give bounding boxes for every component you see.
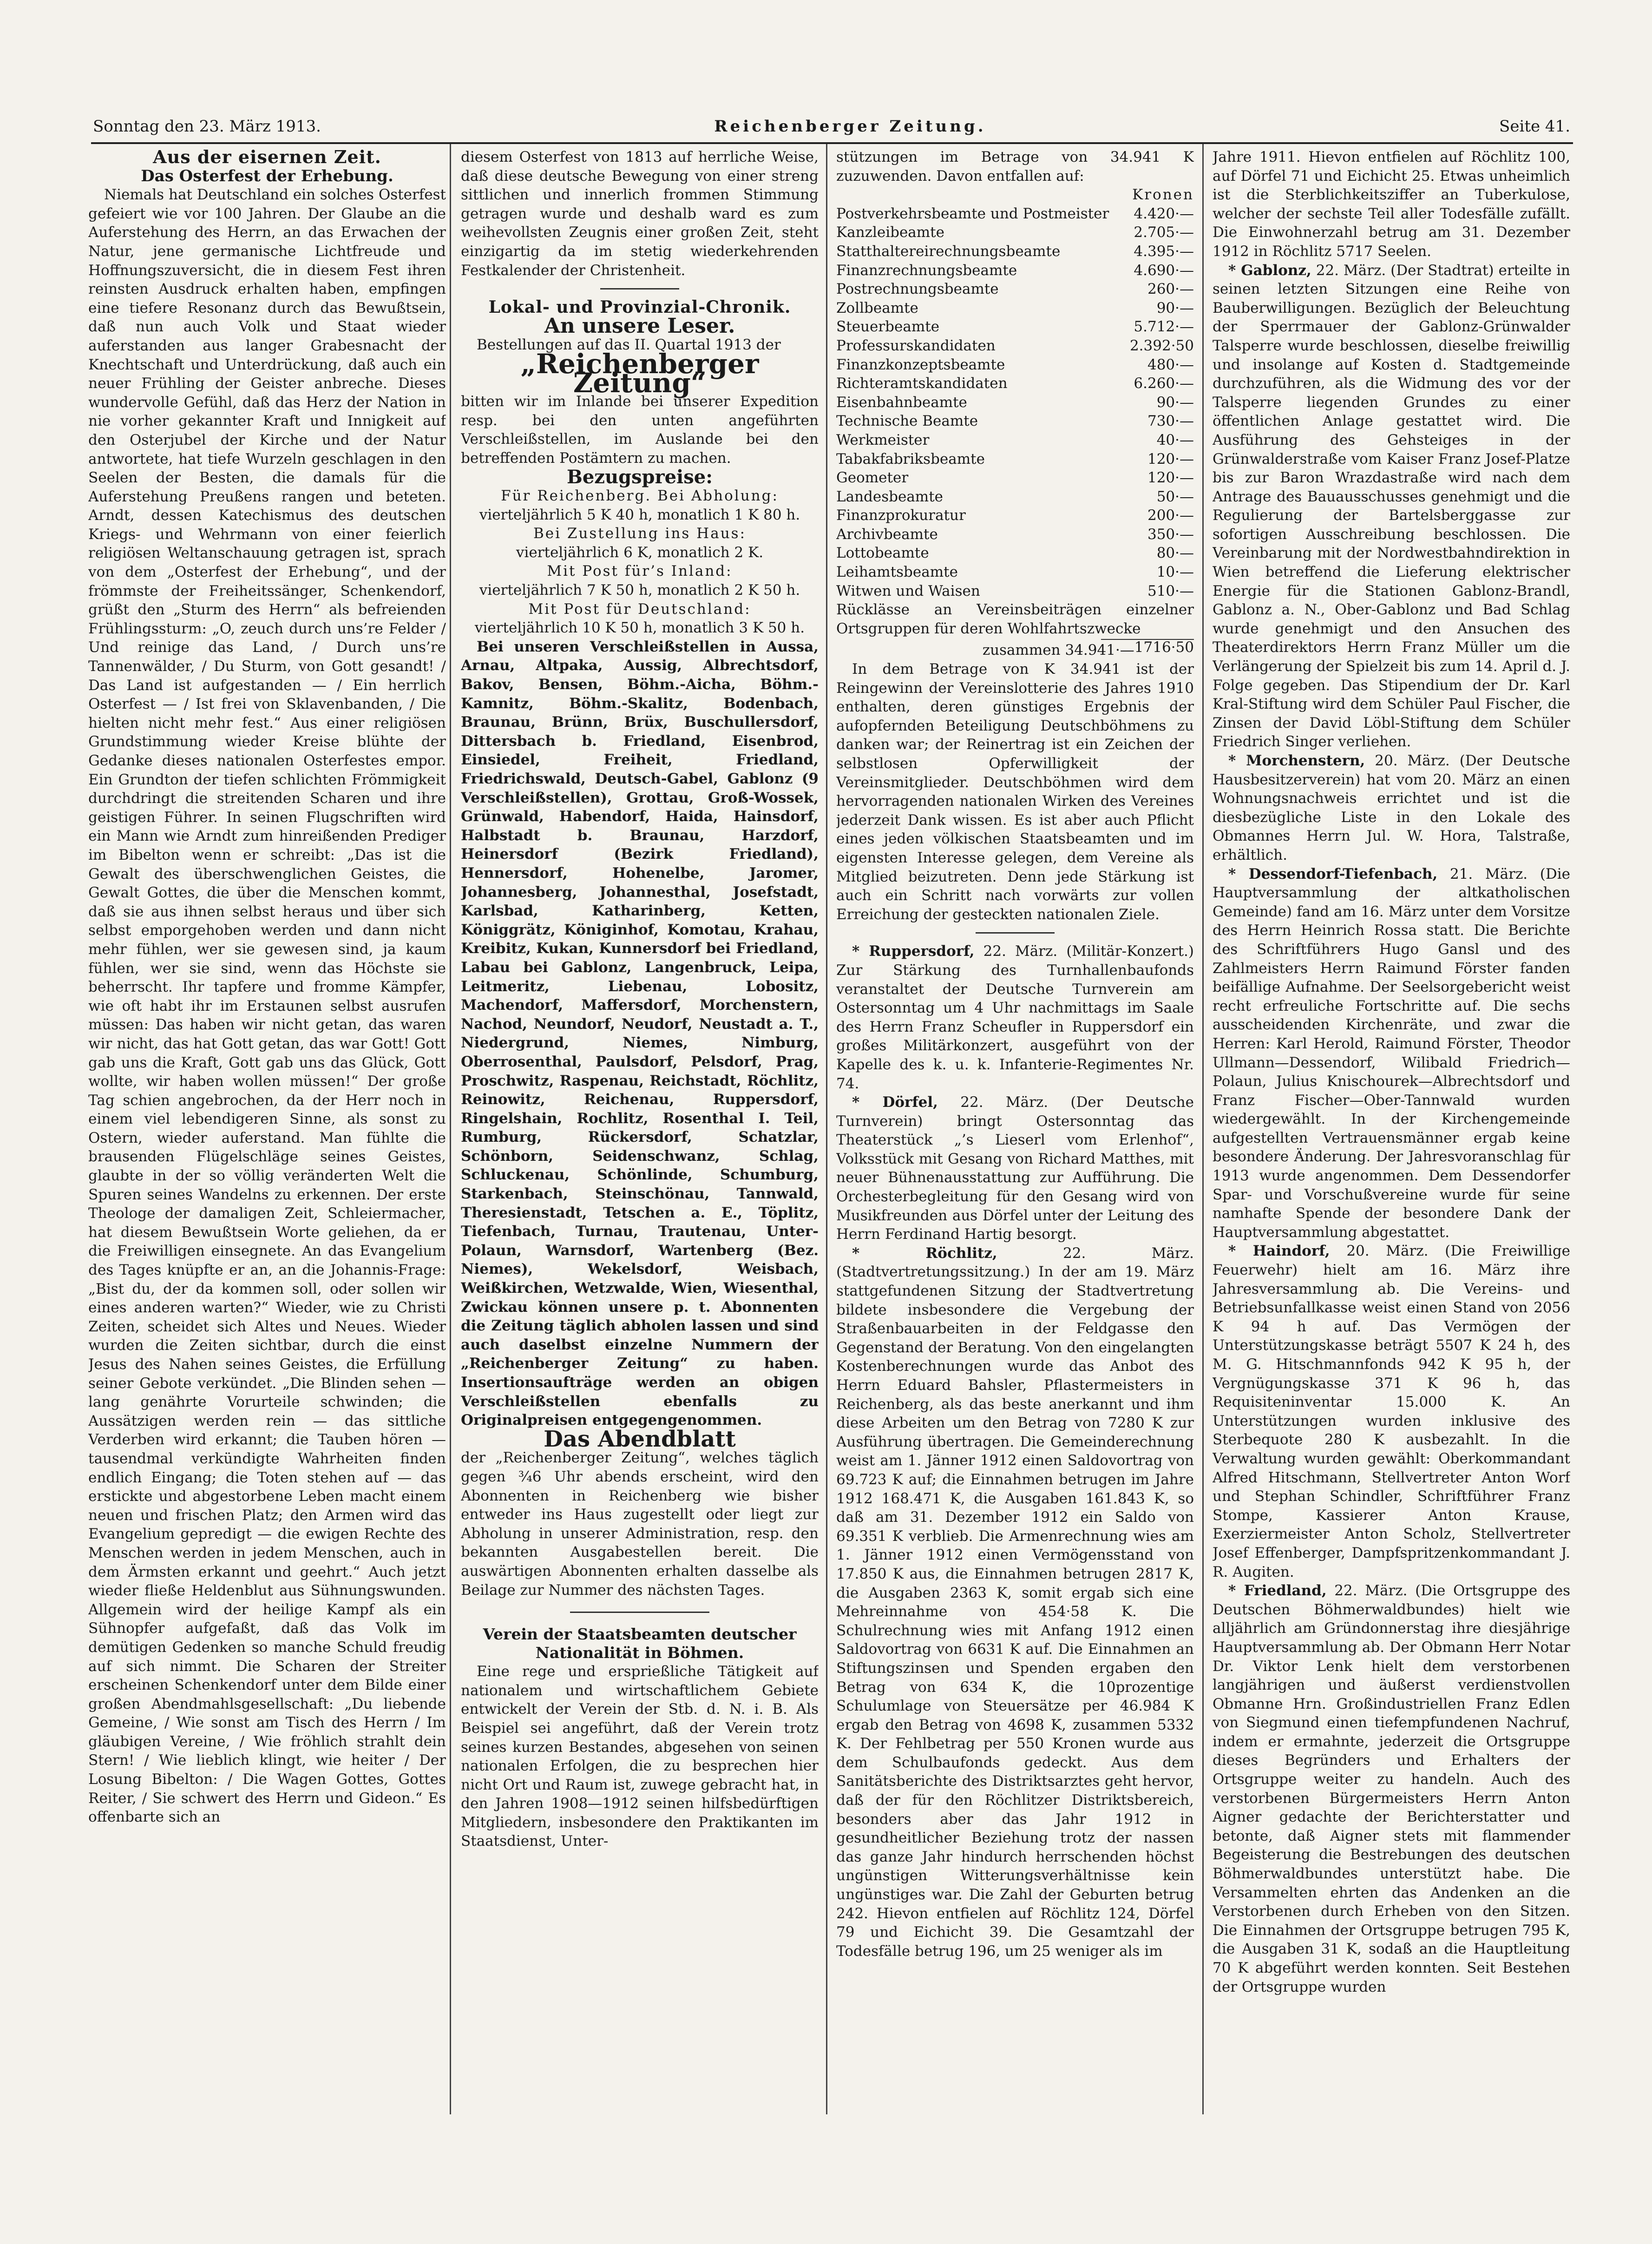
table-cell-amount: 2.705·— (1134, 224, 1194, 241)
local-news-item (1213, 751, 1570, 865)
table-row (836, 393, 1194, 412)
table-cell-name: Postverkehrsbeamte und Postmeister (836, 205, 1109, 222)
table-row (836, 450, 1194, 469)
table-cell-amount: 4.420·— (1134, 205, 1194, 222)
table-cell-name: Zollbeamte (836, 299, 918, 316)
table-row (836, 317, 1194, 336)
table-cell-name: Finanzkonzeptsbeamte (836, 356, 1005, 373)
local-news-item (836, 1244, 1194, 1961)
table-cell-amount: 1716·50 (1134, 639, 1194, 656)
article-continuation: Jahre 1911. Hievon entfielen auf Röchlitz 100, auf Dörfel 71 und Eichicht 25. Etwas unheimlich ist die Sterblichkeitsziffer an Tuberkulose, welcher der sechste Teil aller Todesfälle zufällt. Die Einwohnerzahl betrug am 31. Dezember 1912 in Röchlitz 5717 Seelen. (1213, 149, 1570, 260)
column-rule (1202, 144, 1204, 2114)
table-cell-amount: 80·— (1156, 545, 1194, 562)
table-row (836, 563, 1194, 582)
price-line: vierteljährlich 5 K 40 h, monatlich 1 K 80 h. (479, 506, 800, 523)
place-name: * Dessendorf-Tiefenbach, (1228, 865, 1438, 882)
table-cell-amount: 10·— (1156, 564, 1194, 581)
table-row (836, 582, 1194, 601)
table-cell-name: Eisenbahnbeamte (836, 394, 967, 411)
section-divider (570, 1612, 709, 1613)
table-cell-name: Richteramtskandidaten (836, 375, 1008, 392)
local-news-item (1213, 865, 1570, 1242)
table-cell-name: Lottobeamte (836, 545, 929, 562)
news-text: 20. März. (Der Deutsche Hausbesitzerverein) hat vom 20. März an einen Wohnungsnachweis errichtet und ist die diesbezügliche Liste in den Lokale des Obmannes Herrn Jul. W. Hora, Talstraße, erhältlich. (1213, 752, 1570, 863)
table-cell-amount: 350·— (1147, 526, 1194, 543)
table-cell-name: Tabakfabriksbeamte (836, 450, 985, 467)
section-heading: Aus der eisernen Zeit. (153, 148, 381, 167)
table-cell-amount: 2.392·50 (1129, 337, 1194, 354)
local-news-item (1213, 1581, 1570, 1996)
place-name: * Ruppersdorf, (852, 943, 975, 960)
table-cell-amount: 480·— (1147, 356, 1194, 373)
table-row (836, 261, 1194, 280)
table-cell-name: Postrechnungsbeamte (836, 281, 999, 298)
price-line: vierteljährlich 10 K 50 h, monatlich 3 K 50 h. (474, 619, 805, 637)
issue-date: Sonntag den 23. März 1913. (93, 117, 321, 136)
section-heading: Lokal- und Provinzial-Chronik. (488, 297, 791, 317)
table-row (836, 544, 1194, 563)
section-divider (976, 932, 1055, 934)
column-3 (836, 148, 1194, 2113)
place-name: * Haindorf, (1228, 1243, 1330, 1260)
table-cell-name: Archivbeamte (836, 526, 938, 543)
table-cell-amount: 40·— (1156, 431, 1194, 448)
column-4 (1213, 148, 1570, 2113)
prices-heading: Bezugspreise: (567, 466, 713, 488)
table-row (836, 412, 1194, 431)
table-cell-name: Finanzrechnungsbeamte (836, 262, 1017, 279)
table-cell-name: Leihamtsbeamte (836, 564, 958, 581)
table-cell-name: Witwen und Waisen (836, 582, 980, 599)
table-row (836, 242, 1194, 261)
table-cell-amount: 90·— (1156, 299, 1194, 316)
evening-edition-heading: Das Abendblatt (544, 1426, 736, 1452)
table-cell-amount: 120·— (1147, 450, 1194, 467)
table-row (836, 204, 1194, 224)
table-row (836, 525, 1194, 544)
header-rule (91, 142, 1573, 144)
table-row (836, 280, 1194, 299)
article-paragraph: Niemals hat Deutschland ein solches Osterfest gefeiert wie vor 100 Jahren. Der Glaube an die Auferstehung des Herrn, an das Erwachen der Natur, jene germanische Lichtfreude und Hoffnungszuversicht, die in diesem Fest ihren reinsten Ausdruck erhalten haben, empfingen eine tiefere Resonanz durch das Bewußtsein, daß nun auch Volk und Staat wieder auferstanden aus langer Grabesnacht der Knechtschaft und Unterdrückung, daß auch ein neuer Frühling der Geister anbreche. Dieses wundervolle Gefühl, daß das Herz der Nation in nie vorher gekannter Kraft und Innigkeit auf den Osterjubel der Kirche und der Natur antwortete, hat tiefe Wurzeln geschlagen in den Seelen der Besten, die damals für die Auferstehung Preußens rangen und beteten. Arndt, dessen Katechismus des deutschen Kriegs- und Wehrmann von einer feierlich religiösen Weltanschauung getragen ist, sprach von dem „Osterfest der Erhebung“, und der frömmste der Freiheitssänger, Schenkendorf, grüßt den „Sturm des Herrn“ als befreienden Frühlingssturm: „O, zeuch durch uns’re Felder / Und reinige das Land, / Durch uns’re Tannenwälder, / Du Sturm, von Gott gesandt! / Das Land ist aufgestanden — / Ein herrlich Osterfest — / Ist frei von Sklavenbanden, / Die hielten nicht mehr fest.“ Aus einer religiösen Grundstimmung wieder Kreise blühte der Gedanke dieses nationalen Osterfestes empor. Ein Grundton der tiefen schlichten Frömmigkeit durchdringt die streitenden Scharen und ihre geistigen Führer. In seinen Flugschriften wird ein Mann wie Arndt zum hinreißenden Prediger im Bibelton wenn er schreibt: „Das ist die Gewalt des überschwenglichen Geistes, die Gewalt Gottes, die über die Menschen kommt, daß sie aus ihnen selbst heraus und über sich selbst emporgehoben werden und dann nicht mehr fühlen, wer sie gewesen sind, ja kaum fühlen, wer sie sind, wenn das Höchste sie beherrscht. Ihr tapfere und fromme Kämpfer, wie oft habt ihr im Erstaunen selbst ausrufen müssen: Das haben wir nicht getan, das waren wir nicht, das hat Gott getan, das war Gott! Gott gab uns die Kraft, Gott gab uns das Glück, Gott wollte, wir haben wollen müssen!“ Der große Tag schien angebrochen, da der Herr noch in einem viel lebendigeren Sinne, als sonst zu Ostern, wieder auferstand. Man fühlte die brausenden Flügelschläge seines Geistes, glaubte in der so völlig veränderten Welt die Spuren seines Wandelns zu erkennen. Der erste Theologe der damaligen Zeit, Schleiermacher, hat diesem Bewußtsein Worte geliehen, da er die Freiwilligen einsegnete. An das Evangelium des Tages knüpfte er an, an die Johannis-Frage: „Bist du, der da kommen soll, oder sollen wir eines anderen warten?“ Wieder, wie zu Christi Zeiten, scheidet sich Altes und Neues. Wieder wurden die Zeiten sichtbar, durch die einst Jesus des Nahen seines Geistes, die Erfüllung seiner Gebote verkündet. „Die Blinden sehen — lang genährte Vorurteile schwinden; die Aussätzigen werden rein — das sittliche Verderben wird erkannt; die Tauben hören — tausendmal verkündigte Wahrheiten finden endlich Eingang; die Toten stehen auf — das erstickte und abgestorbene Leben macht einem neuen und frischen Platz; den Armen wird das Evangelium gepredigt — die ewigen Rechte des Menschen werden in jedem Menschen, auch in dem Ärmsten erkannt und geehrt.“ Auch jetzt wieder fließe Heldenblut aus Sühnungswunden. Allgemein wird der heilige Kampf als ein Sühnopfer aufgefaßt, daß das Volk im demütigen Gedenken so manche Schuld freudig auf sich nimmt. Die Scharen der Streiter erscheinen Schenkendorf unter dem Bilde einer großen Abendmahlsgesellschaft: „Du liebende Gemeine, / Wie sonst am Tisch des Herrn / Im gläubigen Vereine, / Wie fröhlich strahlt dein Stern! / Wie lieblich klingt, wie heiter / Der Losung Bibelton: / Die Wagen Gottes, Gottes Reiter, / Sie schwert des Herrn und Gideon.“ Es offenbarte sich an (88, 186, 446, 1826)
table-row (836, 487, 1194, 507)
section-divider (600, 288, 679, 290)
table-row (836, 336, 1194, 355)
place-name: * Röchlitz, (852, 1244, 997, 1262)
local-news-item (1213, 1242, 1570, 1581)
support-table (836, 204, 1194, 600)
price-line: Für Reichenberg. Bei Abholung: (501, 487, 779, 505)
table-cell-name: Landesbeamte (836, 488, 944, 505)
table-cell-amount: 6.260·— (1134, 375, 1194, 392)
article-heading: Verein der Staatsbeamten deutscher Nationalität in Böhmen. (483, 1625, 797, 1662)
article-continuation: diesem Osterfest von 1813 auf herrliche Weise, daß diese deutsche Bewegung von einer streng sittlichen und innerlich frommen Stimmung getragen wurde und deshalb ward es zum weihevollsten Zeugnis einer großen Zeit, steht einzigartig da im stetig wiederkehrenden Festkalender der Christenheit. (461, 149, 819, 279)
table-cell-amount: 4.395·— (1134, 243, 1194, 260)
local-news-item (836, 1093, 1194, 1244)
column-rule (826, 144, 827, 2114)
table-cell-name: Rücklässe an Vereinsbeiträgen einzelner Ortsgruppen für deren Wohlfahrtszwecke (836, 601, 1194, 637)
news-text: 21. März. (Die Hauptversammlung der altkatholischen Gemeinde) fand am 16. März unter dem Vorsitze des Herrn Heinrich Rossa statt. Die Berichte des Schriftführers Hugo Gansl und des Zahlmeisters Herrn Raimund Förster fanden beifällige Aufnahme. Der Seelsorgebericht weist recht erfreuliche Fortschritte auf. Die sechs ausscheidenden Kirchenräte, und zwar die Herren: Karl Herold, Raimund Förster, Theodor Ullmann—Dessendorf, Wilibald Friedrich—Polaun, Julius Knischourek—Albrechtsdorf und Franz Fischer—Ober-Tannwald wurden wiedergewählt. In der Kirchengemeinde aufgestellten Vertrauensmänner ergab keine besondere Änderung. Der Jahresvoranschlag für 1913 wurde angenommen. Dem Dessendorfer Spar- und Vorschußvereine wurde für seine namhafte Spende der besondere Dank der Hauptversammlung abgestattet. (1213, 865, 1570, 1241)
column-1 (88, 148, 446, 2113)
table-total: zusammen 34.941·— (982, 642, 1134, 659)
table-cell-name: Technische Beamte (836, 413, 978, 430)
news-text: 22. März. (Der Deutsche Turnverein) bringt Ostersonntag das Theaterstück „’s Lieserl vom Erlenhof“, Volksstück mit Gesang von Richard Matthes, mit neuer Bühnenausstattung zur Aufführung. Die Orchesterbegleitung für den Gesang wird von Musikfreunden aus Dörfel unter der Leitung des Herrn Ferdinand Hartig besorgt. (836, 1094, 1194, 1243)
news-text: 20. März. (Die Freiwillige Feuerwehr) hielt am 16. März ihre Jahresversammlung ab. Die Vereins- und Betriebsunfallkasse weist einen Stand von 2056 K 94 h auf. Das Vermögen der Unterstützungskasse beträgt 5507 K 24 h, des M. G. Hitschmannfonds 942 K 95 h, der Vergnügungskasse 371 K 96 h, das Requisiteninventar 15.000 K. An Unterstützungen wurden inklusive des Sterbequote 280 K ausbezahlt. In die Verwaltung wurden gewählt: Oberkommandant Alfred Hitschmann, Stellvertreter Anton Worf und Stephan Schindler, Schriftführer Franz Stompe, Kassierer Anton Krause, Exerziermeister Anton Scholz, Stellvertreter Josef Effenberger, Dampfspritzenkommandant J. R. Augiten. (1213, 1243, 1570, 1580)
table-cell-amount: 90·— (1156, 394, 1194, 411)
table-cell-amount: 200·— (1147, 507, 1194, 524)
page-number: Seite 41. (1499, 117, 1570, 136)
table-cell-name: Statthaltereirechnungsbeamte (836, 243, 1061, 260)
column-2 (461, 148, 819, 2113)
table-cell-amount: 120·— (1147, 469, 1194, 487)
table-row (836, 374, 1194, 393)
table-cell-name: Werkmeister (836, 431, 930, 448)
article-continuation: stützungen im Betrage von 34.941 K zuzuwenden. Davon entfallen auf: (836, 149, 1194, 184)
price-line: Mit Post für Deutschland: (528, 600, 751, 618)
table-cell-name: Professurskandidaten (836, 337, 996, 354)
article-paragraph: In dem Betrage von K 34.941 ist der Reingewinn der Vereinslotterie des Jahres 1910 enthalten, deren günstiges Ergebnis der aufopfernden Beteiligung Deutschböhmens zu danken war; der Reinertrag ist ein Zeichen der selbstlosen Opferwilligkeit der Vereinsmitglieder. Deutschböhmen wird dem hervorragenden nationalen Wirken des Vereines jederzeit Dank wissen. Es ist aber auch Pflicht eines jeden völkischen Staatsbeamten und im eigensten Interesse gelegen, dem Vereine als Mitglied beizutreten. Denn jede Stärkung ist auch ein Schritt nach vorwärts zur vollen Erreichung der gesteckten nationalen Ziele. (836, 661, 1194, 923)
table-cell-amount: 4.690·— (1134, 262, 1194, 279)
newspaper-name: „Reichenberger Zeitung“ (520, 348, 759, 399)
column-rule (450, 144, 451, 2114)
place-name: * Dörfel, (852, 1094, 938, 1111)
table-cell-name: Kanzleibeamte (836, 224, 944, 241)
table-row (836, 506, 1194, 525)
news-text: 22. März. (Militär-Konzert.) Zur Stärkung des Turnhallenbaufonds veranstaltet der Deutsche Turnverein am Ostersonntag um 4 Uhr nachmittags im Saale des Herrn Franz Scheufler in Ruppersdorf ein großes Militärkonzert, ausgeführt von der Kapelle des k. u. k. Infanterie-Regimentes Nr. 74. (836, 943, 1194, 1092)
local-news-item (1213, 261, 1570, 751)
sales-points-text: Bei unseren Verschleißstellen in Aussa, Arnau, Altpaka, Aussig, Albrechtsdorf, Bakov, Bensen, Böhm.-Aicha, Böhm.-Kamnitz, Böhm.-Skalitz, Bodenbach, Braunau, Brünn, Brüx, Buschullersdorf, Dittersbach b. Friedland, Eisenbrod, Einsiedel, Freiheit, Friedland, Friedrichswald, Deutsch-Gabel, Gablonz (9 Verschleißstellen), Grottau, Groß-Wossek, Grünwald, Habendorf, Haida, Hainsdorf, Halbstadt b. Braunau, Harzdorf, Heinersdorf (Bezirk Friedland), Hennersdorf, Hohenelbe, Jaromer, Johannesberg, Johannesthal, Josefstadt, Karlsbad, Katharinberg, Ketten, Königgrätz, Königinhof, Komotau, Krahau, Kreibitz, Kukan, Kunnersdorf bei Friedland, Labau bei Gablonz, Langenbruck, Leipa, Leitmeritz, Liebenau, Lobositz, Machendorf, Maffersdorf, Morchenstern, Nachod, Neundorf, Neudorf, Neustadt a. T., Niedergrund, Niemes, Nimburg, Oberrosenthal, Paulsdorf, Pelsdorf, Prag, Proschwitz, Raspenau, Reichstadt, Röchlitz, Reinowitz, Reichenau, Ruppersdorf, Ringelshain, Rochlitz, Rosenthal I. Teil, Rumburg, Rückersdorf, Schatzlar, Schönborn, Seidenschwanz, Schlag, Schluckenau, Schönlinde, Schumburg, Starkenbach, Steinschönau, Tannwald, Theresienstadt, Tetschen a. E., Töplitz, Tiefenbach, Turnau, Trautenau, Unter-Polaun, Warnsdorf, Wartenberg (Bez. Niemes), Wekelsdorf, Weisbach, Weißkirchen, Wetzwalde, Wien, Wiesenthal, Zwickau können unsere p. t. Abonnenten die Zeitung täglich abholen lassen und sind auch daselbst einzelne Nummern der „Reichenberger Zeitung“ zu haben. Insertionsaufträge werden an obigen Verschleißstellen ebenfalls zu Originalpreisen entgegengenommen. (461, 638, 819, 1429)
table-column-header: Kronen (1132, 186, 1194, 204)
running-head (93, 117, 1570, 145)
table-cell-amount: 730·— (1147, 413, 1194, 430)
evening-edition-text: der „Reichenberger Zeitung“, welches täglich gegen ¾6 Uhr abends erscheint, wird den Abonnenten in Reichenberg wie bisher entweder ins Haus zugestellt oder liegt zur Abholung in unserer Administration, resp. den bekannten Ausgabestellen bereit. Die auswärtigen Abonnenten erhalten dasselbe als Beilage zur Nummer des nächsten Tages. (461, 1449, 819, 1599)
news-text: 22. März. (Die Ortsgruppe des Deutschen Böhmerwaldbundes) hielt wie alljährlich am Gründonnerstag ihre diesjährige Hauptversammlung ab. Der Obmann Herr Notar Dr. Viktor Lenk hielt dem verstorbenen langjährigen und äußerst verdienstvollen Obmanne Hrn. Großindustriellen Franz Edlen von Siegmund einen tiefempfundenen Nachruf, indem er ermahnte, jederzeit die Ortsgruppe dieses Begründers und Erhalters der Ortsgruppe weiter zu handeln. Auch des verstorbenen Bürgermeisters Herrn Anton Aigner gedachte der Berichterstatter und betonte, daß Aigner stets mit flammender Begeisterung die Bestrebungen des deutschen Böhmerwaldbundes unterstützt habe. Die Versammelten ehrten das Andenken an die Verstorbenen durch Erheben von den Sitzen. Die Einnahmen der Ortsgruppe betrugen 795 K, die Ausgaben 31 K, sodaß an die Hauptleitung 70 K abgeführt werden konnten. Seit Bestehen der Ortsgruppe wurden (1213, 1582, 1570, 1995)
price-line: Mit Post für’s Inland: (547, 563, 733, 580)
table-row (836, 299, 1194, 318)
table-cell-name: Steuerbeamte (836, 318, 940, 336)
price-line: Bei Zustellung ins Haus: (533, 525, 747, 542)
place-name: * Friedland, (1228, 1582, 1327, 1599)
news-text: 22. März. (Stadtvertretungssitzung.) In der am 19. März stattgefundenen Sitzung der Stadtvertretung bildete insbesondere die Vergebung der Straßenbauarbeiten in der Feldgasse den Gegenstand der Beratung. Von den eingelangten Kostenberechnungen wurde das Anbot des Herrn Eduard Bahsler, Pflastermeisters in Reichenberg, als das beste anerkannt und ihm diese Arbeiten um den Betrag von 7280 K zur Ausführung übertragen. Die Gemeinderechnung weist am 1. Jänner 1912 einen Saldovortrag von 69.723 K auf; die Einnahmen betrugen im Jahre 1912 168.471 K, die Ausgaben 161.843 K, so daß am 31. Dezember 1912 ein Saldo von 69.351 K verblieb. Die Armenrechnung wies am 1. Jänner 1912 einen Vermögensstand von 17.850 K aus, die Einnahmen betrugen 2817 K, die Ausgaben 2363 K, somit ergab sich eine Mehreinnahme von 454·58 K. Die Schulrechnung wies mit Anfang 1912 einen Saldovortrag von 6631 K auf. Die Einnahmen an Stiftungszinsen und Spenden ergaben den Betrag von 634 K, die 10prozentige Schulumlage von Steuersätze per 46.984 K ergab den Betrag von 4698 K, zusammen 5332 K. Der Fehlbetrag per 550 Kronen wurde aus dem Schulbaufonds gedeckt. Aus dem Sanitätsberichte des Distriktsarztes geht hervor, daß der für den Röchlitzer Distriktsbereich, besonders aber das Jahr 1912 in gesundheitlicher Beziehung trotz der nassen das ganze Jahr hindurch herrschenden höchst ungünstigen Witterungsverhältnisse kein ungünstiges war. Die Zahl der Geburten betrug 242. Hievon entfielen auf Röchlitz 124, Dörfel 79 und Eichicht 39. Die Gesamtzahl der Todesfälle betrug 196, um 25 weniger als im (836, 1244, 1194, 1960)
notice-heading: An unsere Leser. (544, 314, 735, 338)
table-row (836, 223, 1194, 242)
article-paragraph: Eine rege und ersprießliche Tätigkeit auf nationalem und wirtschaftlichem Gebiete entwickelt der Verein der Stb. d. N. i. B. Als Beispiel sei angeführt, daß der Verein trotz seines kurzen Bestandes, abgesehen von seinen nationalen Erfolgen, die zu besprechen hier nicht Ort und Raum ist, zuwege gebracht hat, in den Jahren 1908—1912 seinen hilfsbedürftigen Mitgliedern, insbesondere den Praktikanten im Staatsdienst, Unter- (461, 1663, 819, 1850)
masthead-title: Reichenberger Zeitung. (714, 117, 986, 136)
notice-text: bitten wir im Inlande bei unserer Expedition resp. bei den unten angeführten Verschleißstellen, im Auslande bei den betreffenden Postämtern zu machen. (461, 393, 819, 467)
table-row (836, 431, 1194, 450)
table-cell-name: Geometer (836, 469, 909, 487)
news-text: 22. März. (Der Stadtrat) erteilte in seinen letzten Sitzungen eine Reihe von Bauberwilligungen. Bezüglich der Beleuchtung der Sperrmauer der Gablonz-Grünwalder Talsperre wurde beschlossen, dieselbe freiwillig und insolange auf Kosten d. Stadtgemeinde durchzuführen, als die Widmung des vor der Talsperre liegenden Grundes zu einer öffentlichen Anlage gestattet wird. Die Ausführung des Gehsteiges in der Grünwalderstraße vom Kaiser Franz Josef-Platze bis zur Baron Wrazdastraße wird nach dem Antrage des Bauausschusses genehmigt und die Regulierung der Bartelsberggasse zur sofortigen Ausschreibung beschlossen. Die Vereinbarung mit der Nordwestbahndirektion in Wien betreffend die Lieferung elektrischer Energie für die Stationen Gablonz-Brandl, Gablonz a. N., Ober-Gablonz und Bad Schlag wurde genehmigt und den Ansuchen des Theaterdirektors Herrn Franz Müller um die Verlängerung der Spielzeit bis zum 14. April d. J. Folge gegeben. Das Stipendium der Dr. Karl Kral-Stiftung wird dem Schüler Paul Fischer, die Zinsen der David Löbl-Stiftung dem Schüler Friedrich Singer verliehen. (1213, 262, 1570, 750)
table-row (836, 355, 1194, 375)
table-cell-name: Finanzprokuratur (836, 507, 966, 524)
place-name: * Gablonz, (1228, 262, 1311, 279)
table-cell-amount: 510·— (1147, 582, 1194, 599)
article-heading: Das Osterfest der Erhebung. (141, 166, 393, 185)
table-cell-amount: 50·— (1156, 488, 1194, 505)
local-news-item (836, 942, 1194, 1093)
table-cell-amount: 5.712·— (1134, 318, 1194, 336)
price-line: vierteljährlich 7 K 50 h, monatlich 2 K 50 h. (479, 582, 800, 599)
notice-text: Bestellungen auf das II. Quartal 1913 der (477, 336, 781, 354)
table-cell-amount: 260·— (1147, 281, 1194, 298)
price-line: vierteljährlich 6 K, monatlich 2 K. (516, 544, 764, 561)
table-row (836, 468, 1194, 487)
place-name: * Morchenstern, (1228, 752, 1365, 769)
